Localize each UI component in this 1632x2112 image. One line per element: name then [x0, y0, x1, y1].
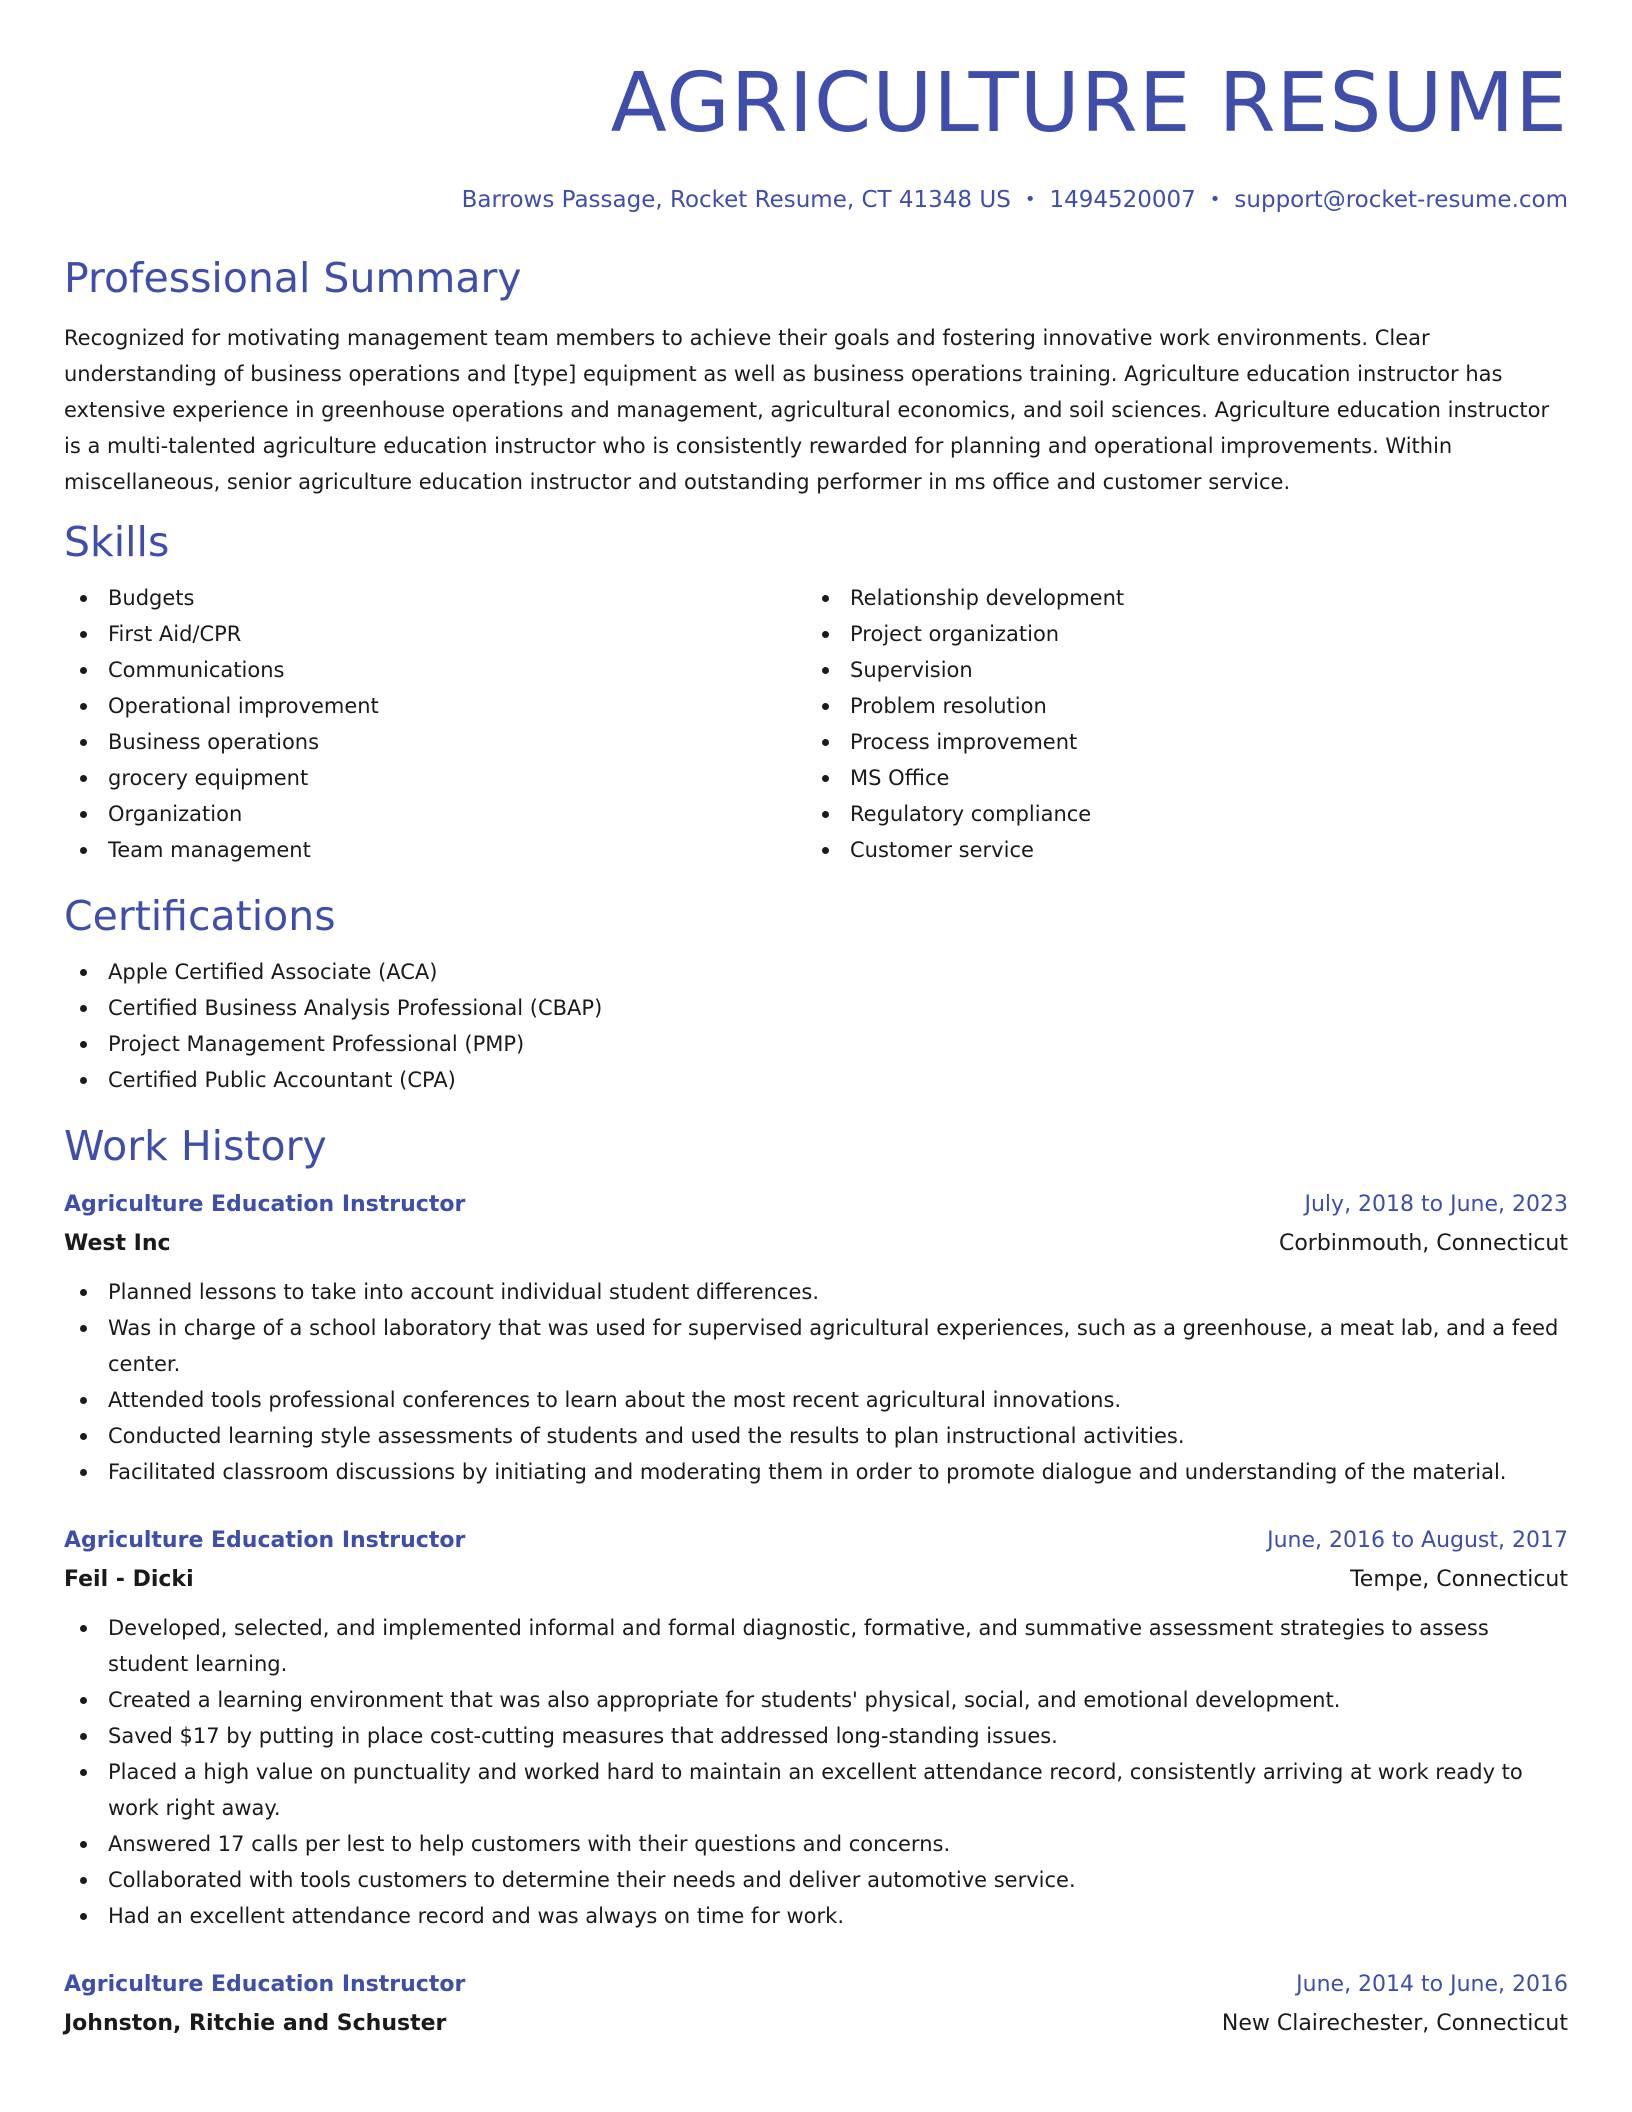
job-title: Agriculture Education Instructor	[64, 1972, 466, 1997]
work-history-heading: Work History	[64, 1122, 327, 1170]
skill-item: First Aid/CPR	[64, 616, 806, 652]
skill-item: Operational improvement	[64, 688, 806, 724]
job-title: Agriculture Education Instructor	[64, 1192, 466, 1217]
job-dates: June, 2016 to August, 2017	[1267, 1528, 1568, 1553]
skill-item: Budgets	[64, 580, 806, 616]
skill-item: Problem resolution	[806, 688, 1548, 724]
job-title: Agriculture Education Instructor	[64, 1528, 466, 1553]
certification-item: Project Management Professional (PMP)	[64, 1026, 1568, 1062]
job-header-row	[64, 1186, 1568, 1224]
certification-item: Apple Certified Associate (ACA)	[64, 954, 1568, 990]
job-location: Corbinmouth, Connecticut	[1278, 1231, 1568, 1256]
job-duty: Saved $17 by putting in place cost-cutting measures that addressed long-standing issues.	[64, 1718, 1568, 1754]
job-entry	[64, 1966, 1568, 2044]
job-duty: Conducted learning style assessments of students and used the results to plan instructional activities.	[64, 1418, 1568, 1454]
skill-item: Customer service	[806, 832, 1548, 868]
job-company-row	[64, 2004, 1568, 2044]
skills-list-left	[64, 580, 806, 868]
skill-item: grocery equipment	[64, 760, 806, 796]
resume-name: AGRICULTURE RESUME	[610, 56, 1568, 151]
skill-item: MS Office	[806, 760, 1548, 796]
contact-separator: •	[1024, 189, 1036, 210]
job-company: West Inc	[64, 1231, 171, 1256]
job-duty: Planned lessons to take into account individual student differences.	[64, 1274, 1568, 1310]
job-duty: Had an excellent attendance record and was always on time for work.	[64, 1898, 1568, 1934]
job-duties-list	[64, 1610, 1568, 1934]
skill-item: Relationship development	[806, 580, 1548, 616]
job-company-row	[64, 1560, 1568, 1600]
job-dates: July, 2018 to June, 2023	[1304, 1192, 1568, 1217]
skill-item: Team management	[64, 832, 806, 868]
skill-item: Regulatory compliance	[806, 796, 1548, 832]
contact-phone: 1494520007	[1049, 187, 1196, 213]
job-company: Feil - Dicki	[64, 1567, 194, 1592]
job-company: Johnston, Ritchie and Schuster	[64, 2011, 447, 2036]
job-entry	[64, 1186, 1568, 1490]
job-location: Tempe, Connecticut	[1350, 1567, 1568, 1592]
contact-email[interactable]: support@rocket-resume.com	[1234, 187, 1568, 213]
skill-item: Business operations	[64, 724, 806, 760]
job-duty: Was in charge of a school laboratory that was used for supervised agricultural experiences, such as a greenhouse, a meat lab, and a feed center.	[64, 1310, 1568, 1382]
skills-heading: Skills	[64, 518, 170, 566]
job-duty: Created a learning environment that was also appropriate for students' physical, social, and emotional development.	[64, 1682, 1568, 1718]
skills-columns	[64, 580, 1568, 868]
job-location: New Clairechester, Connecticut	[1221, 2011, 1568, 2036]
job-header-row	[64, 1522, 1568, 1560]
job-dates: June, 2014 to June, 2016	[1296, 1972, 1568, 1997]
job-duty: Collaborated with tools customers to determine their needs and deliver automotive service.	[64, 1862, 1568, 1898]
skills-list-right	[806, 580, 1548, 868]
job-duties-list	[64, 1274, 1568, 1490]
job-header-row	[64, 1966, 1568, 2004]
certification-item: Certified Public Accountant (CPA)	[64, 1062, 1568, 1098]
skill-item: Organization	[64, 796, 806, 832]
job-entry	[64, 1522, 1568, 1934]
skill-item: Process improvement	[806, 724, 1548, 760]
certifications-heading: Certifications	[64, 892, 336, 940]
contact-separator: •	[1209, 189, 1221, 210]
job-duty: Facilitated classroom discussions by initiating and moderating them in order to promote dialogue and understanding of the material.	[64, 1454, 1568, 1490]
skill-item: Supervision	[806, 652, 1548, 688]
job-duty: Placed a high value on punctuality and worked hard to maintain an excellent attendance record, consistently arriving at work ready to work right away.	[64, 1754, 1568, 1826]
certifications-list	[64, 954, 1568, 1098]
skill-item: Project organization	[806, 616, 1548, 652]
job-duty: Attended tools professional conferences to learn about the most recent agricultural innovations.	[64, 1382, 1568, 1418]
job-company-row	[64, 1224, 1568, 1264]
contact-address: Barrows Passage, Rocket Resume, CT 41348 US	[461, 187, 1011, 213]
job-duty: Answered 17 calls per lest to help customers with their questions and concerns.	[64, 1826, 1568, 1862]
job-duty: Developed, selected, and implemented informal and formal diagnostic, formative, and summative assessment strategies to assess student learning.	[64, 1610, 1568, 1682]
summary-text: Recognized for motivating management team members to achieve their goals and fostering innovative work environments. Clear understanding of business operations and [type] equipment as well as business operations training. Agriculture education instructor has extensive experience in greenhouse operations and management, agricultural economics, and soil sciences. Agriculture education instructor is a multi-talented agriculture education instructor who is consistently rewarded for planning and operational improvements. Within miscellaneous, senior agriculture education instructor and outstanding performer in ms office and customer service.	[64, 326, 1550, 494]
skill-item: Communications	[64, 652, 806, 688]
contact-line	[64, 184, 1568, 216]
certification-item: Certified Business Analysis Professional (CBAP)	[64, 990, 1568, 1026]
summary-heading: Professional Summary	[64, 254, 522, 302]
